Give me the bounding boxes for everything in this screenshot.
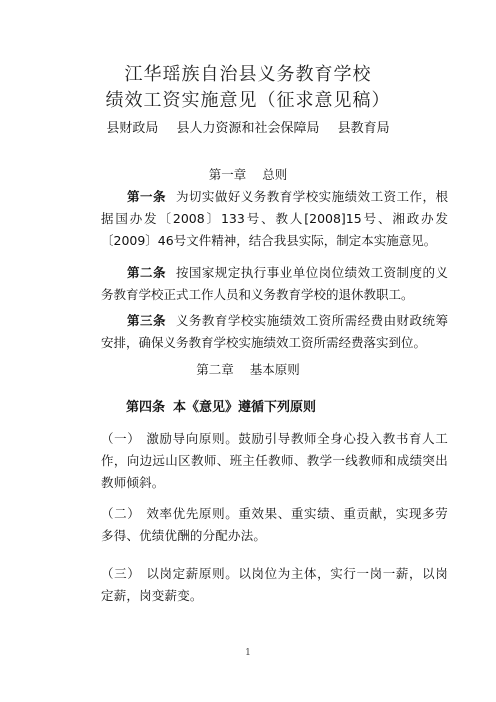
item-number: （三） [101,566,141,581]
article-text: 按国家规定执行事业单位岗位绩效工资制度的义务教育学校正式工作人员和义务教育学校的退休教职工。 [101,265,448,302]
item-text: 以岗定薪原则。以岗位为主体，实行一岗一薪，以岗定薪，岗变薪变。 [101,566,448,603]
chapter-number: 第二章 [196,362,234,377]
article-label: 第三条 [127,313,166,328]
chapter-1-heading [0,165,496,183]
article-label: 第四条 [126,400,166,415]
item-number: （一） [101,431,141,446]
department-hr-social-security: 县人力资源和社会保障局 [176,121,320,136]
item-text: 效率优先原则。重效果、重实绩、重贡献，实现多劳多得、优绩优酬的分配办法。 [101,506,448,543]
chapter-name: 总则 [262,167,288,182]
article-text: 本《意见》遵循下列原则 [173,400,317,415]
document-title-line2: 绩效工资实施意见（征求意见稿） [105,90,391,111]
chapter-2-heading [0,360,496,378]
article-text: 义务教育学校实施绩效工资所需经费由财政统筹安排，确保义务教育学校实施绩效工资所需经费落实到位。 [101,313,448,350]
chapter-number: 第一章 [208,167,247,182]
article-4-heading [126,396,324,415]
department-finance: 县财政局 [106,121,159,136]
principle-item-3 [101,563,448,607]
issuing-departments [0,117,496,136]
item-number: （二） [101,506,141,521]
article-1 [101,186,448,252]
document-title-line1: 江华瑶族自治县义务教育学校 [124,64,372,85]
principle-item-2 [101,503,448,547]
article-label: 第一条 [127,189,166,204]
item-text: 激励导向原则。鼓励引导教师全身心投入教书育人工作，向边远山区教师、班主任教师、教学一线教师和成绩突出教师倾斜。 [101,431,448,490]
chapter-name: 基本原则 [249,362,300,377]
department-education: 县教育局 [337,121,390,136]
article-3 [101,310,448,354]
principle-item-1 [101,428,448,494]
article-2 [101,262,448,306]
page-number: 1 [245,648,251,658]
article-label: 第二条 [127,265,166,280]
article-text: 为切实做好义务教育学校实施绩效工资工作，根据国办发〔2008〕133号、教人[2008]15号、湘政办发〔2009〕46号文件精神，结合我县实际，制定本实施意见。 [101,189,448,248]
